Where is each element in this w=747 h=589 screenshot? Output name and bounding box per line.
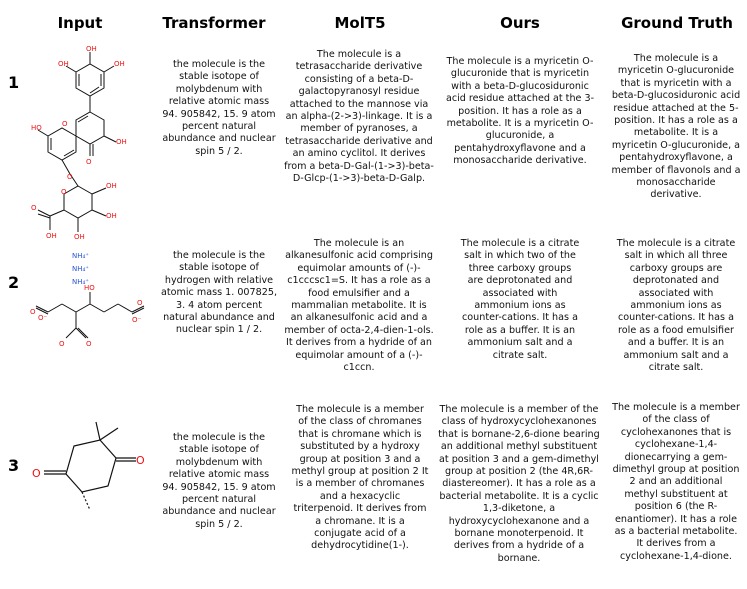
svg-text:O⁻: O⁻ <box>38 314 48 322</box>
molecule-2-structure <box>28 250 148 360</box>
row-3-ground-truth: The molecule is a member of the class of cyclohexanones that is cyclohexane-1,4-dionecarrying a gem-dimethyl group at position 2 and an additional methyl substituent at position 6 (the R-enantiomer). It has a role as a bacterial metabolite. It derives from a cyclohexane-1,4-dione. <box>612 402 740 562</box>
molecule-1-structure <box>28 42 148 242</box>
svg-text:OH: OH <box>74 233 85 241</box>
svg-text:HO: HO <box>31 124 42 132</box>
ammonium-ion-3: NH₄⁺ <box>72 278 90 286</box>
svg-text:OH: OH <box>58 60 69 68</box>
svg-text:OH: OH <box>86 45 97 53</box>
row-1-ours: The molecule is a myricetin O-glucuronide that is myricetin with a beta-D-glucosiduronic acid residue attached at the 3-position. It has a role as a metabolite. It is a myricetin O-glucuronide, a pentahydroxyflavone and a monosaccharide derivative. <box>445 56 595 167</box>
row-2-molt5: The molecule is an alkanesulfonic acid comprising equimolar amounts of (-)-c1cccsc1=S. It has a role as a food emulsifier and a mammalian metabolite. It is an alkanesulfonic acid and a member of octa-2,4-dien-1-ols. It derives from a hydride of an equimolar amount of a (-)-c1ccn. <box>284 238 434 374</box>
svg-text:O: O <box>59 340 65 348</box>
molecule-2-svg <box>28 250 148 360</box>
molecule-1-svg <box>28 42 148 242</box>
svg-text:O: O <box>62 120 68 128</box>
svg-text:O: O <box>137 299 143 307</box>
header-ours: Ours <box>500 14 540 32</box>
row-3-transformer: the molecule is the stable isotope of molybdenum with relative atomic mass 94. 905842, 15. 9 atom percent natural abundance and nuclear spin 5 / 2. <box>162 432 276 530</box>
row-label-3: 3 <box>8 456 20 475</box>
svg-text:O: O <box>86 158 92 166</box>
svg-text:O: O <box>86 340 92 348</box>
svg-text:O: O <box>61 188 67 196</box>
svg-text:O: O <box>30 308 36 316</box>
molecule-3-svg <box>28 410 148 520</box>
row-2-ground-truth: The molecule is a citrate salt in which all three carboxy groups are deprotonated and associated with ammonium ions as counter-cations. It has a role as a food emulsifier and a buffer. It is an ammonium salt and a citrate salt. <box>616 238 736 374</box>
svg-text:OH: OH <box>106 212 117 220</box>
ammonium-ion-2: NH₄⁺ <box>72 265 90 273</box>
molecule-3-structure <box>28 410 148 520</box>
svg-text:OH: OH <box>114 60 125 68</box>
header-transformer: Transformer <box>162 14 266 32</box>
svg-text:O: O <box>136 454 145 467</box>
header-input: Input <box>57 14 103 32</box>
row-3-molt5: The molecule is a member of the class of chromanes that is chromane which is substituted by a hydroxy group at position 3 and a methyl group at position 2 It is a member of chromanes and a hexacyclic triterpenoid. It derives from a chromane. It is a conjugate acid of a dehydrocytidine(1-). <box>291 404 429 552</box>
row-1-transformer: the molecule is the stable isotope of molybdenum with relative atomic mass 94. 905842, 15. 9 atom percent natural abundance and nuclear spin 5 / 2. <box>162 59 276 157</box>
svg-text:O: O <box>67 173 73 181</box>
row-label-1: 1 <box>8 73 20 92</box>
row-label-2: 2 <box>8 273 20 292</box>
svg-text:OH: OH <box>46 232 57 240</box>
row-1-molt5: The molecule is a tetrasaccharide derivative consisting of a beta-D-galactopyranosyl residue attached to the mannose via an alpha-(2->3)-linkage. It is a member of pyranoses, a tetrasaccharide derivative and an amino cyclitol. It derives from a beta-D-Gal-(1->3)-beta-D-Glcp-(1->3)-beta-D-Galp. <box>284 49 434 185</box>
header-ground-truth: Ground Truth <box>621 14 733 32</box>
row-1-ground-truth: The molecule is a myricetin O-glucuronide that is myricetin with a beta-D-glucosiduronic acid residue attached at the 5-position. It has a role as a metabolite. It is a myricetin O-glucuronide, a pentahydroxyflavone, a member of flavonols and a monosaccharide derivative. <box>611 53 741 201</box>
svg-text:OH: OH <box>116 138 127 146</box>
row-3-ours: The molecule is a member of the class of hydroxycyclohexanones that is bornane-2,6-dione bearing an additional methyl substituent at position 3 and a gem-dimethyl group at position 2 (the 4R,6R-diastereomer). It has a role as a bacterial metabolite. It is a cyclic 1,3-diketone, a hydroxycyclohexanone and a bornane monoterpenoid. It derives from a hydride of a bornane. <box>438 404 600 564</box>
svg-text:OH: OH <box>106 182 117 190</box>
row-2-ours: The molecule is a citrate salt in which two of the three carboxy groups are deprotonated and associated with ammonium ions as counter-cations. It has a role as a buffer. It is an ammonium salt and a citrate salt. <box>460 238 580 361</box>
header-molt5: MolT5 <box>334 14 386 32</box>
svg-text:O⁻: O⁻ <box>132 316 142 324</box>
row-2-transformer: the molecule is the stable isotope of hydrogen with relative atomic mass 1. 007825, 3. 4 atom percent natural abundance and nuclear spin 1 / 2. <box>161 250 277 336</box>
svg-text:O: O <box>31 204 37 212</box>
svg-text:HO: HO <box>84 284 95 292</box>
svg-text:O: O <box>32 467 41 480</box>
ammonium-ion-1: NH₄⁺ <box>72 252 90 260</box>
